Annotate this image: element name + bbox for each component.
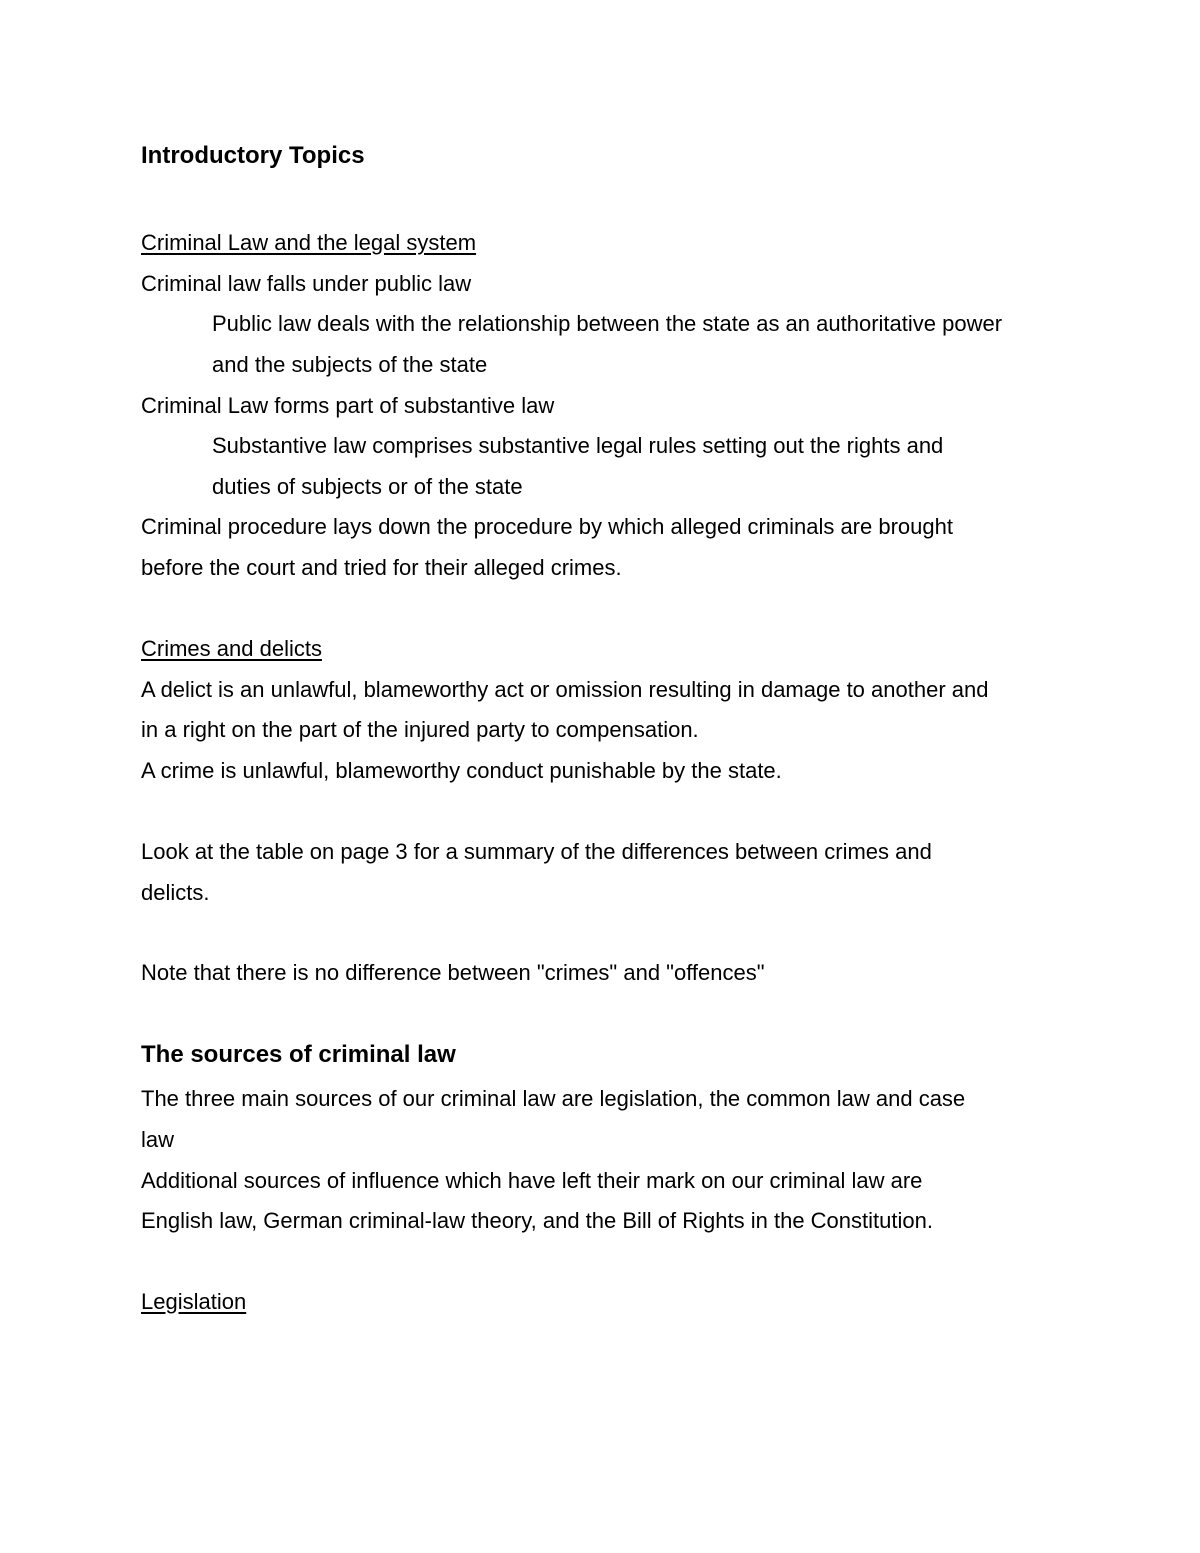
paragraph-line: Criminal Law forms part of substantive law <box>141 393 555 418</box>
indented-paragraph-line: duties of subjects or of the state <box>212 474 523 499</box>
paragraph-line: A delict is an unlawful, blameworthy act or omission resulting in damage to another and <box>141 677 989 702</box>
paragraph-line: A crime is unlawful, blameworthy conduct punishable by the state. <box>141 758 782 783</box>
paragraph-line: Criminal procedure lays down the procedure by which alleged criminals are brought <box>141 514 953 539</box>
paragraph-line: The three main sources of our criminal law are legislation, the common law and case <box>141 1086 966 1111</box>
paragraph-line: Criminal law falls under public law <box>141 271 472 296</box>
section-heading-crimes-delicts: Crimes and delicts <box>141 636 322 661</box>
indented-paragraph-line: and the subjects of the state <box>212 352 488 377</box>
indented-paragraph-line: Substantive law comprises substantive legal rules setting out the rights and <box>212 433 944 458</box>
section-heading-legal-system: Criminal Law and the legal system <box>141 230 477 255</box>
paragraph-line: delicts. <box>141 880 210 905</box>
paragraph-line: English law, German criminal-law theory, and the Bill of Rights in the Constitution. <box>141 1208 933 1233</box>
paragraph-line: Look at the table on page 3 for a summary of the differences between crimes and <box>141 839 932 864</box>
paragraph-line: in a right on the part of the injured party to compensation. <box>141 717 699 742</box>
page-title: Introductory Topics <box>141 142 365 169</box>
paragraph-line: before the court and tried for their alleged crimes. <box>141 555 622 580</box>
paragraph-line: Additional sources of influence which have left their mark on our criminal law are <box>141 1168 923 1193</box>
paragraph-line: Note that there is no difference between "crimes" and "offences" <box>141 960 765 985</box>
indented-paragraph-line: Public law deals with the relationship between the state as an authoritative power <box>212 311 1003 336</box>
paragraph-line: law <box>141 1127 175 1152</box>
section-heading-sources: The sources of criminal law <box>141 1041 456 1068</box>
section-heading-legislation: Legislation <box>141 1289 247 1314</box>
